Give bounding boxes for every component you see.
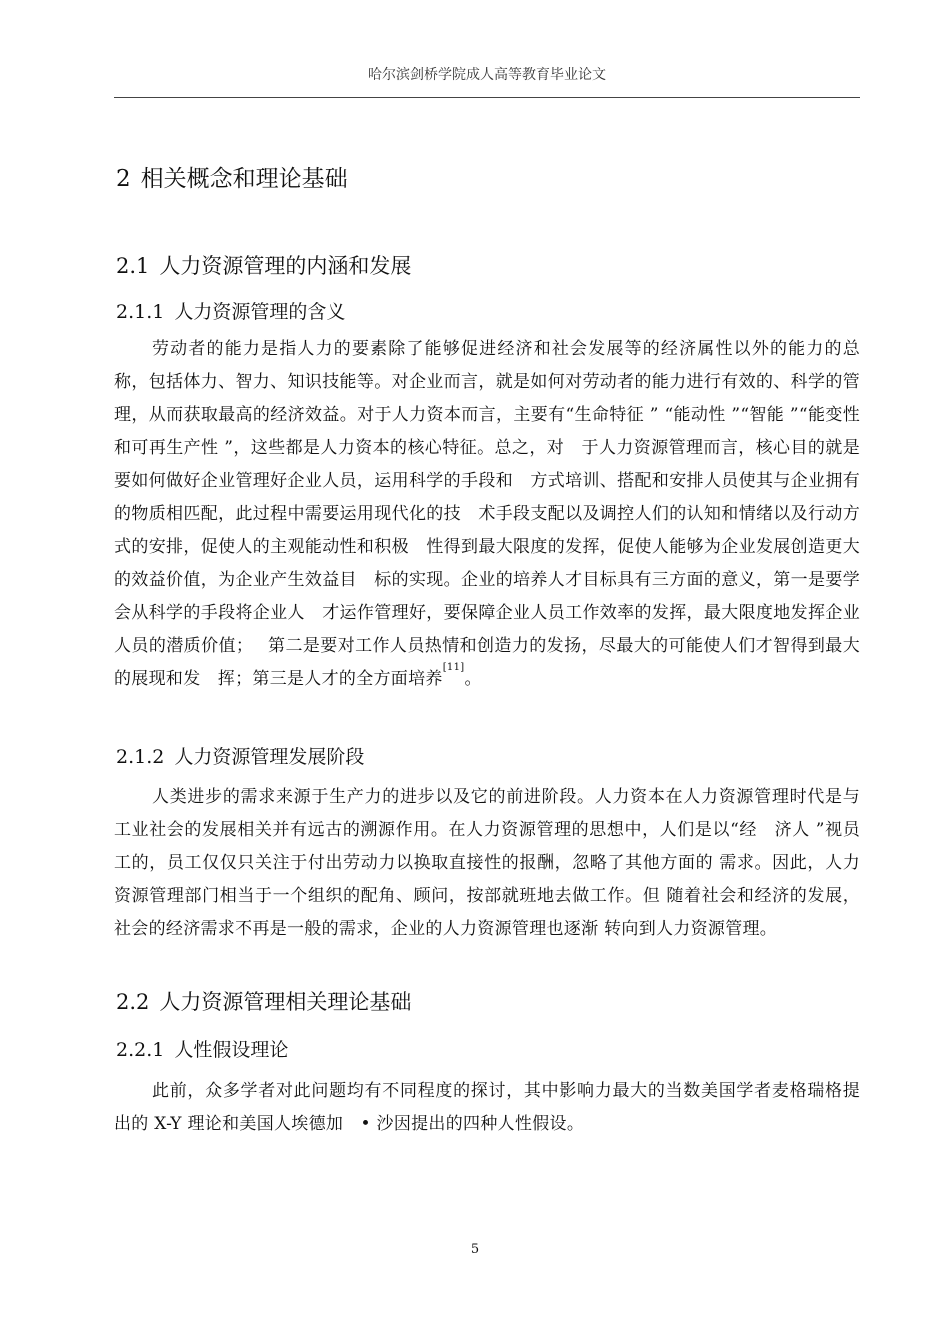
citation: [11] (442, 662, 465, 673)
section-number: 2.1.1 (116, 301, 165, 323)
section-title: 人性假设理论 (174, 1039, 289, 1061)
section-2-1-1-heading (116, 297, 345, 324)
section-2-2-1-heading (116, 1035, 288, 1062)
chapter-number: 2 (116, 166, 131, 192)
paragraph-2-2-1 (114, 1075, 860, 1141)
page-number: 5 (470, 1242, 480, 1257)
section-number: 2.2.1 (116, 1039, 165, 1061)
section-title: 人力资源管理相关理论基础 (159, 990, 412, 1014)
section-2-1-heading (116, 250, 411, 280)
paragraph-text: 劳动者的能力是指人力的要素除了能够促进经济和社会发展等的经济属性以外的能力的总称，包括体力、智力、知识技能等。对企业而言，就是如何对劳动者的能力进行有效的、科学的管理，从而获取最高的经济效益。对于人力资本而言，主要有“生命特征 ” “能动性 ”“智能 ”“能变性和可再生产性 ”，这些都是人力资本的核心特征。总之，对 于人力资源管理而言，核心目的就是要如何做好企业管理好企业人员，运用科学的手段和 方式培训、搭配和安排人员使其与企业拥有的物质相匹配，此过程中需要运用现代化的技 术手段支配以及调控人们的认知和情绪以及行动方式的安排，促使人的主观能动性和积极 性得到最大限度的发挥，促使人能够为企业发展创造更大的效益价值，为企业产生效益目 标的实现。企业的培养人才目标具有三方面的意义，第一是要学会从科学的手段将企业人 才运作管理好，要保障企业人员工作效率的发挥，最大限度地发挥企业人员的潜质价值； 第二是要对工作人员热情和创造力的发扬，尽最大的可能使人们才智得到最大的展现和发 挥；第三是人才的全方面培养 (114, 339, 860, 689)
section-title: 人力资源管理发展阶段 (174, 746, 365, 768)
paragraph-2-1-2 (114, 781, 860, 946)
section-title: 人力资源管理的内涵和发展 (159, 254, 412, 278)
paragraph-text: 此前，众多学者对此问题均有不同程度的探讨，其中影响力最大的当数美国学者麦格瑞格提出的 X-Y 理论和美国人埃德加 • 沙因提出的四种人性假设。 (114, 1081, 860, 1134)
section-number: 2.1 (116, 254, 150, 278)
paragraph-text: 人类进步的需求来源于生产力的进步以及它的前进阶段。人力资本在人力资源管理时代是与工业社会的发展相关并有远古的溯源作用。在人力资源管理的思想中，人们是以“经 济人 ”视员工的，员工仅仅只关注于付出劳动力以换取直接性的报酬，忽略了其他方面的 需求。因此，人力资源管理部门相当于一个组织的配角、顾问，按部就班地去做工作。但 随着社会和经济的发展，社会的经济需求不再是一般的需求，企业的人力资源管理也逐渐 转向到人力资源管理。 (114, 787, 860, 939)
chapter-heading (116, 160, 348, 193)
section-number: 2.2 (116, 990, 150, 1014)
section-2-1-2-heading (116, 742, 364, 769)
section-2-2-heading (116, 986, 411, 1016)
header-rule (114, 97, 860, 98)
paragraph-2-1-1 (114, 333, 860, 696)
paragraph-end: 。 (464, 669, 482, 689)
running-header: 哈尔滨剑桥学院成人高等教育毕业论文 (368, 67, 606, 83)
chapter-title: 相关概念和理论基础 (140, 166, 348, 192)
section-title: 人力资源管理的含义 (174, 301, 346, 323)
section-number: 2.1.2 (116, 746, 165, 768)
